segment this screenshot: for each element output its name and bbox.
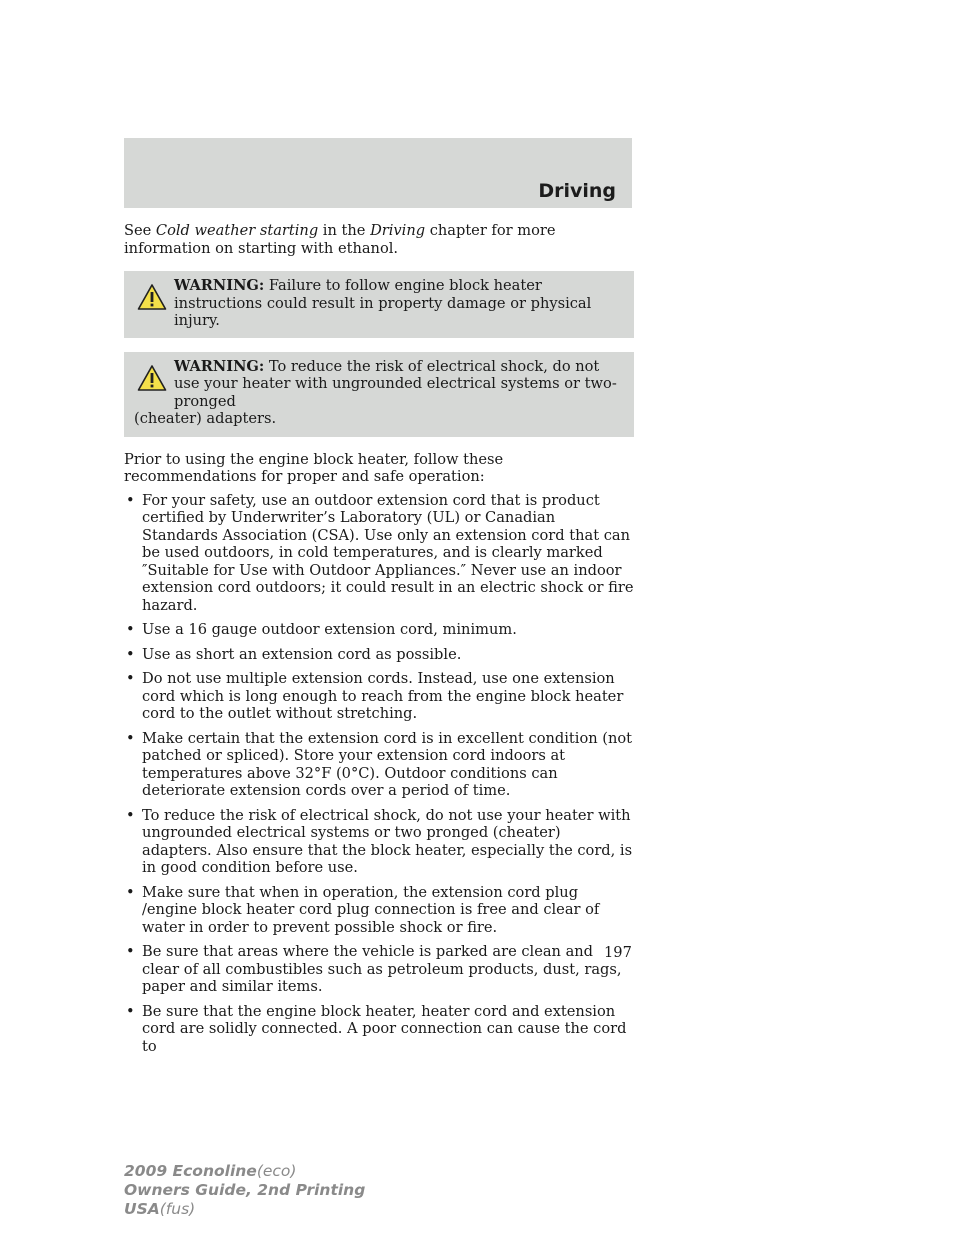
footer-model-code: (eco): [256, 1162, 297, 1180]
list-item: [124, 884, 634, 937]
list-item-text: Make certain that the extension cord is in excellent condition (not patched or spliced). Store your extension cord indoors at temperatures above 32°F (0°C). Outdoor conditions can deteriorate extension cords over a period of time.: [142, 729, 633, 799]
list-item-text: Do not use multiple extension cords. Instead, use one extension cord which is long enough to reach from the engine block heater cord to the outlet without stretching.: [142, 670, 624, 722]
bullet-icon: •: [126, 883, 135, 901]
list-item-text: Be sure that the engine block heater, heater cord and extension cord are solidly connected. A poor connection can cause the cord to: [142, 1002, 627, 1055]
intro-paragraph: [124, 222, 634, 257]
warning-text-1: [174, 277, 624, 330]
section-header-band: [124, 138, 632, 208]
bullet-icon: •: [126, 645, 135, 663]
footer-guide-line: [124, 1181, 365, 1200]
footer-guide: Owners Guide, 2nd Printing: [124, 1181, 366, 1199]
intro-in-the: in the: [318, 222, 371, 239]
list-item-text: Use as short an extension cord as possible.: [142, 645, 462, 663]
list-item-text: Make sure that when in operation, the extension cord plug /engine block heater cord plug connection is free and clear of water in order to prevent possible shock or fire.: [142, 883, 600, 936]
footer-model: 2009 Econoline: [124, 1162, 257, 1180]
list-item-text: Use a 16 gauge outdoor extension cord, minimum.: [142, 621, 517, 638]
intro-rest: chapter for more information on starting with ethanol.: [124, 222, 556, 257]
document-footer: [124, 1162, 365, 1219]
footer-market-code: (fus): [159, 1200, 196, 1218]
bullet-icon: •: [126, 491, 135, 509]
ref-topic: Cold weather starting: [155, 222, 319, 239]
warning-triangle-icon: [137, 364, 167, 392]
list-item: [124, 807, 634, 877]
list-item: [124, 646, 634, 664]
list-item-text: To reduce the risk of electrical shock, do not use your heater with ungrounded electrical systems or two pronged (cheater) adapters. Also ensure that the block heater, especially the cord, is in good condition before use.: [142, 806, 633, 876]
bullet-icon: •: [126, 670, 135, 687]
warning-box-1: [124, 271, 634, 338]
list-item: [124, 670, 634, 723]
bullet-icon: •: [126, 729, 135, 747]
warning-label: WARNING:: [174, 357, 265, 375]
intro-see: See: [124, 222, 156, 239]
recommendations-list: [124, 492, 634, 1056]
warning-box-2: [124, 352, 634, 437]
warning-text-2-cont: (cheater) adapters.: [134, 410, 277, 427]
page-content: [124, 222, 634, 1062]
footer-model-line: [124, 1162, 365, 1181]
bullet-icon: •: [126, 943, 135, 960]
warning-text-2: [174, 358, 624, 411]
list-item: [124, 492, 634, 615]
list-item: [124, 621, 634, 639]
bullet-icon: •: [126, 621, 135, 638]
list-item: [124, 943, 634, 996]
list-item-text: For your safety, use an outdoor extension cord that is product certified by Underwriter’s Laboratory (UL) or Canadian Standards Association (CSA). Use only an extension cord that can be used outdoors, in cold temperatures, and is clearly marked ″Suitable for Use with Outdoor Appliances.″ Never use an indoor extension cord outdoors; it could result in an electric shock or fire hazard.: [142, 491, 634, 614]
prior-paragraph: Prior to using the engine block heater, follow these recommendations for proper and safe operation:: [124, 450, 504, 485]
ref-chapter: Driving: [370, 222, 426, 239]
bullet-icon: •: [126, 806, 135, 824]
section-title: Driving: [538, 180, 616, 202]
warning-body: To reduce the risk of electrical shock, do not use your heater with ungrounded electrical systems or two-pronged: [174, 357, 617, 410]
page-number: 197: [604, 944, 632, 961]
list-item-text: Be sure that areas where the vehicle is parked are clean and clear of all combustibles such as petroleum products, dust, rags, paper and similar items.: [142, 943, 622, 995]
list-item: [124, 1003, 634, 1056]
bullet-icon: •: [126, 1002, 135, 1020]
warning-triangle-icon: [137, 283, 167, 311]
footer-market: USA: [124, 1200, 160, 1218]
footer-market-line: [124, 1200, 365, 1219]
warning-label: WARNING:: [174, 277, 265, 294]
warning-body: Failure to follow engine block heater instructions could result in property damage or physical injury.: [174, 277, 592, 329]
list-item: [124, 730, 634, 800]
